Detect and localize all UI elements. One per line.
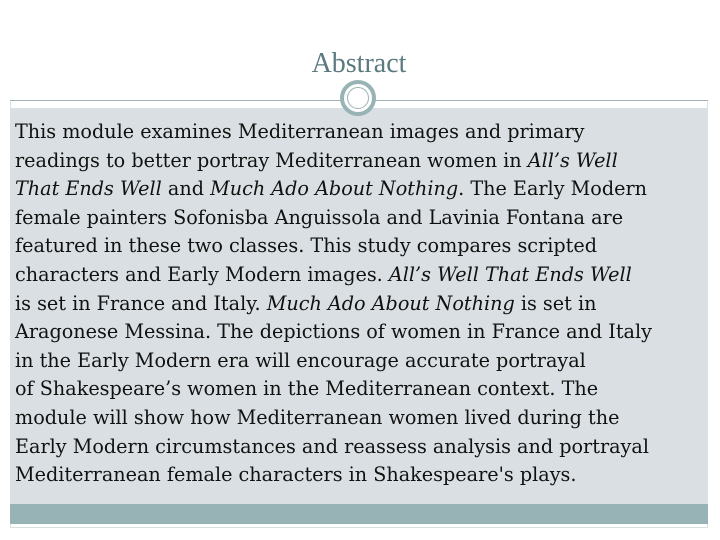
body-line-10: of Shakespeare’s women in the Mediterranean context. The <box>15 377 599 401</box>
body-line-11: module will show how Mediterranean women lived during the <box>15 405 620 429</box>
body-line-3: That Ends Well and Much Ado About Nothing. The Early Modern <box>15 177 647 201</box>
body-line-6: characters and Early Modern images. All’s Well That Ends Well <box>15 262 632 286</box>
slide-title: Abstract <box>311 48 407 79</box>
bottom-accent-band <box>10 504 708 524</box>
body-line-7: is set in France and Italy. Much Ado About Nothing is set in <box>15 291 597 315</box>
body-line-9: in the Early Modern era will encourage accurate portrayal <box>15 348 586 372</box>
body-line-8: Aragonese Messina. The depictions of women in France and Italy <box>15 320 652 344</box>
body-line-13: Mediterranean female characters in Shakespeare's plays. <box>15 463 577 487</box>
body-line-2: readings to better portray Mediterranean women in All’s Well <box>15 148 618 172</box>
abstract-body <box>15 118 715 490</box>
body-line-5: featured in these two classes. This study compares scripted <box>15 234 597 258</box>
body-line-12: Early Modern circumstances and reassess analysis and portrayal <box>15 434 649 458</box>
body-line-1: This module examines Mediterranean images and primary <box>15 120 585 143</box>
body-line-4: female painters Sofonisba Anguissola and Lavinia Fontana are <box>15 205 624 229</box>
circle-ornament-icon <box>340 80 376 116</box>
